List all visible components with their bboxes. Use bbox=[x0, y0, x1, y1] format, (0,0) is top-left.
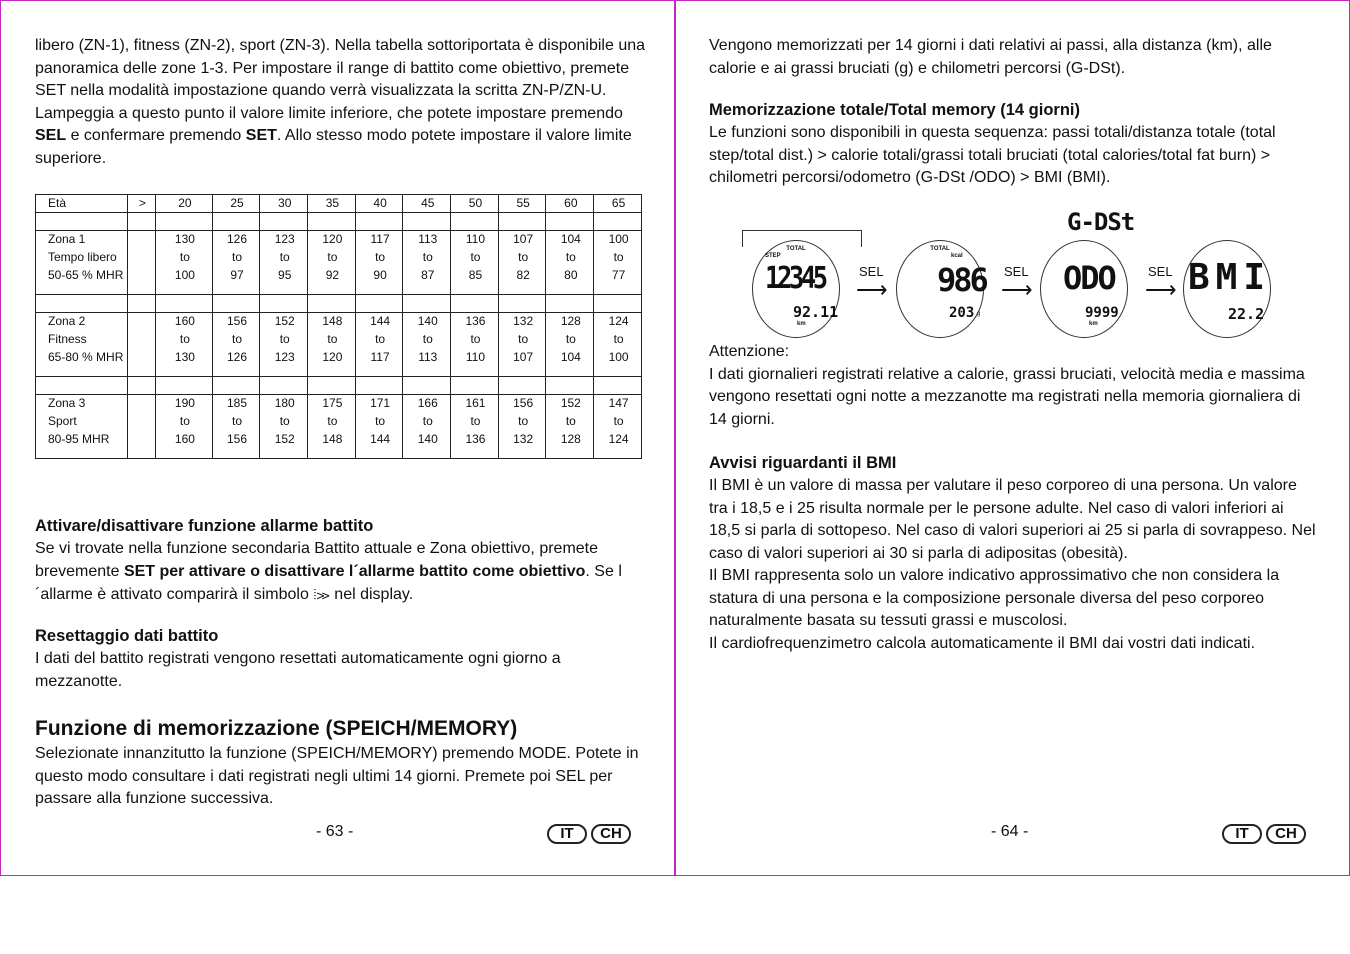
table-cell bbox=[127, 431, 156, 459]
table-cell bbox=[498, 295, 546, 313]
table-cell: 87 bbox=[403, 267, 451, 295]
table-cell: 113 bbox=[403, 231, 451, 249]
table-cell: 140 bbox=[403, 313, 451, 331]
table-cell: 166 bbox=[403, 395, 451, 413]
table-cell bbox=[156, 377, 213, 395]
table-row-label bbox=[36, 295, 128, 313]
table-cell: 25 bbox=[212, 195, 260, 213]
table-cell: 65 bbox=[594, 195, 642, 213]
language-badges bbox=[1222, 824, 1306, 844]
alarm-symbol-icon: ⦙≫ bbox=[313, 586, 330, 602]
table-cell bbox=[212, 377, 260, 395]
table-cell: 130 bbox=[156, 349, 213, 377]
table-cell: 123 bbox=[260, 349, 308, 377]
table-cell: 85 bbox=[451, 267, 499, 295]
table-row-zone3-upper bbox=[36, 395, 642, 413]
table-row-zone2-lower bbox=[36, 349, 642, 377]
table-spacer-row bbox=[36, 377, 642, 395]
table-row-label: Fitness bbox=[36, 331, 128, 349]
table-cell: to bbox=[403, 331, 451, 349]
attention-title: Attenzione: bbox=[709, 343, 790, 360]
table-cell: 152 bbox=[260, 313, 308, 331]
table-cell: 110 bbox=[451, 231, 499, 249]
watch-sequence-illustration bbox=[742, 206, 1322, 341]
table-cell: 175 bbox=[308, 395, 356, 413]
table-cell: 144 bbox=[355, 431, 403, 459]
alarm-section bbox=[35, 515, 645, 607]
table-cell: 110 bbox=[451, 349, 499, 377]
table-cell: 130 bbox=[156, 231, 213, 249]
arrow-right-icon: ⟶ bbox=[1001, 277, 1033, 302]
table-cell bbox=[260, 295, 308, 313]
bmi-text-2: Il BMI rappresenta solo un valore indicativo approssimativo che non considera la statura di una persona e la composizione personale diversa del peso corporeo naturalmente basata su tessuti grassi e muscolosi. bbox=[709, 567, 1280, 629]
table-cell: 60 bbox=[546, 195, 594, 213]
reset-section bbox=[35, 625, 645, 693]
table-cell: to bbox=[308, 249, 356, 267]
table-cell: 152 bbox=[546, 395, 594, 413]
total-memory-section bbox=[709, 99, 1319, 190]
table-cell: 144 bbox=[355, 313, 403, 331]
table-cell: 20 bbox=[156, 195, 213, 213]
table-cell: 140 bbox=[403, 431, 451, 459]
table-cell bbox=[127, 395, 156, 413]
table-row-zone1-to bbox=[36, 249, 642, 267]
table-header-row bbox=[36, 195, 642, 213]
table-cell: 82 bbox=[498, 267, 546, 295]
table-row-zone3-to bbox=[36, 413, 642, 431]
table-cell: 113 bbox=[403, 349, 451, 377]
attention-text: I dati giornalieri registrati relative a calorie, grassi bruciati, velocità media e massima vengono resettati ogni notte a mezzanotte ma registrati nella memoria giornaliera di 14 giorni. bbox=[709, 365, 1305, 428]
watch-total-step: TOTAL STEP 12345 92.11 km bbox=[752, 240, 840, 338]
table-cell: 128 bbox=[546, 431, 594, 459]
table-cell bbox=[156, 295, 213, 313]
memory-text: Selezionate innanzitutto la funzione (SPEICH/MEMORY) premendo MODE. Potete in questo modo consultare i dati registrati negli ultimi 14 giorni. Premete poi SEL per passare alla funzione successiva. bbox=[35, 745, 639, 807]
table-cell: 136 bbox=[451, 313, 499, 331]
table-cell: 100 bbox=[156, 267, 213, 295]
table-cell bbox=[260, 377, 308, 395]
table-cell bbox=[127, 331, 156, 349]
table-cell bbox=[127, 295, 156, 313]
table-cell: 156 bbox=[212, 431, 260, 459]
table-row-label: Tempo libero bbox=[36, 249, 128, 267]
table-cell: to bbox=[594, 249, 642, 267]
table-cell: 104 bbox=[546, 231, 594, 249]
table-cell bbox=[212, 213, 260, 231]
table-row-label bbox=[36, 377, 128, 395]
table-row-label: Sport bbox=[36, 413, 128, 431]
table-row-zone1-lower bbox=[36, 267, 642, 295]
table-cell: 147 bbox=[594, 395, 642, 413]
memory-title: Funzione di memorizzazione (SPEICH/MEMORY) bbox=[35, 717, 518, 740]
table-cell bbox=[127, 313, 156, 331]
language-badges bbox=[547, 824, 631, 844]
table-cell: to bbox=[546, 331, 594, 349]
table-cell: to bbox=[156, 413, 213, 431]
table-cell bbox=[127, 231, 156, 249]
table-cell: 190 bbox=[156, 395, 213, 413]
table-cell bbox=[355, 295, 403, 313]
bmi-section bbox=[709, 452, 1319, 655]
table-cell: to bbox=[546, 413, 594, 431]
table-cell: to bbox=[403, 413, 451, 431]
table-cell: 128 bbox=[546, 313, 594, 331]
table-cell: 40 bbox=[355, 195, 403, 213]
table-row-label: Età bbox=[36, 195, 128, 213]
table-cell: 185 bbox=[212, 395, 260, 413]
table-cell: 120 bbox=[308, 231, 356, 249]
table-cell bbox=[308, 295, 356, 313]
sel-label-1: SEL bbox=[859, 264, 884, 279]
table-cell bbox=[127, 267, 156, 295]
table-cell: to bbox=[212, 413, 260, 431]
table-cell bbox=[127, 413, 156, 431]
table-cell bbox=[594, 213, 642, 231]
attention-section bbox=[709, 341, 1319, 431]
arrow-right-icon: ⟶ bbox=[1145, 277, 1177, 302]
table-cell: to bbox=[260, 413, 308, 431]
alarm-text: Se vi trovate nella funzione secondaria Battito attuale e Zona obiettivo, premete brevemente SET per attivare o disattivare l´allarme battito come obiettivo. Se l´allarme è attivato comparirà il simbolo ⦙≫ nel display. bbox=[35, 540, 622, 603]
watch-odo: ODO 9999 km bbox=[1040, 240, 1128, 338]
table-cell: 132 bbox=[498, 313, 546, 331]
table-cell: 148 bbox=[308, 431, 356, 459]
right-intro: Vengono memorizzati per 14 giorni i dati relativi ai passi, alla distanza (km), alle calorie e ai grassi bruciati (g) e chilometri percorsi (G-DSt). bbox=[709, 37, 1272, 77]
total-memory-text: Le funzioni sono disponibili in questa sequenza: passi totali/distanza totale (total step/total dist.) > calorie totali/grassi totali bruciati (total calories/total fat burn) > chilometri percorsi/odometro (G-DSt /ODO) > BMI (BMI). bbox=[709, 124, 1276, 186]
table-cell: to bbox=[260, 249, 308, 267]
left-page bbox=[0, 0, 675, 876]
badge-ch: CH bbox=[1266, 824, 1306, 844]
badge-it: IT bbox=[547, 824, 587, 844]
table-cell: to bbox=[355, 413, 403, 431]
table-cell bbox=[451, 213, 499, 231]
page-number-63: - 63 - bbox=[316, 823, 354, 840]
table-cell bbox=[546, 295, 594, 313]
table-cell: to bbox=[308, 331, 356, 349]
table-cell bbox=[594, 377, 642, 395]
table-cell: to bbox=[451, 413, 499, 431]
table-cell bbox=[355, 377, 403, 395]
table-cell bbox=[403, 213, 451, 231]
table-cell bbox=[594, 295, 642, 313]
table-cell bbox=[127, 349, 156, 377]
heart-rate-zone-table bbox=[35, 194, 642, 459]
memory-section bbox=[35, 715, 645, 811]
bmi-text-3: Il cardiofrequenzimetro calcola automaticamente il BMI dai vostri dati indicati. bbox=[709, 634, 1256, 652]
table-cell: to bbox=[260, 331, 308, 349]
table-cell bbox=[403, 295, 451, 313]
table-cell bbox=[308, 213, 356, 231]
table-cell: to bbox=[498, 331, 546, 349]
table-cell: to bbox=[451, 249, 499, 267]
table-cell: to bbox=[355, 249, 403, 267]
table-cell: 171 bbox=[355, 395, 403, 413]
table-cell: 132 bbox=[498, 431, 546, 459]
table-cell: > bbox=[127, 195, 156, 213]
table-cell: 126 bbox=[212, 231, 260, 249]
table-cell: 45 bbox=[403, 195, 451, 213]
table-cell: to bbox=[594, 331, 642, 349]
right-page bbox=[675, 0, 1350, 876]
table-cell: 160 bbox=[156, 313, 213, 331]
table-row-label: 50-65 % MHR bbox=[36, 267, 128, 295]
table-cell: to bbox=[308, 413, 356, 431]
table-cell: 152 bbox=[260, 431, 308, 459]
table-cell bbox=[451, 377, 499, 395]
table-cell: to bbox=[451, 331, 499, 349]
table-cell: 148 bbox=[308, 313, 356, 331]
table-cell: 30 bbox=[260, 195, 308, 213]
alarm-title: Attivare/disattivare funzione allarme battito bbox=[35, 517, 374, 535]
table-cell bbox=[308, 377, 356, 395]
arrow-right-icon: ⟶ bbox=[856, 277, 888, 302]
table-cell: 117 bbox=[355, 231, 403, 249]
table-cell: 92 bbox=[308, 267, 356, 295]
total-memory-title: Memorizzazione totale/Total memory (14 giorni) bbox=[709, 101, 1081, 119]
table-row-label: Zona 2 bbox=[36, 313, 128, 331]
table-cell: 124 bbox=[594, 313, 642, 331]
table-cell: 124 bbox=[594, 431, 642, 459]
reset-text: I dati del battito registrati vengono resettati automaticamente ogni giorno a mezzanotte. bbox=[35, 650, 561, 690]
table-cell: 123 bbox=[260, 231, 308, 249]
table-row-zone3-lower bbox=[36, 431, 642, 459]
gdst-label: G-DSt bbox=[1067, 208, 1135, 236]
table-cell: 100 bbox=[594, 231, 642, 249]
table-cell bbox=[403, 377, 451, 395]
table-row-label bbox=[36, 213, 128, 231]
table-cell bbox=[212, 295, 260, 313]
table-row-zone2-upper bbox=[36, 313, 642, 331]
table-cell: 77 bbox=[594, 267, 642, 295]
badge-it: IT bbox=[1222, 824, 1262, 844]
table-row-label: Zona 3 bbox=[36, 395, 128, 413]
table-cell: 95 bbox=[260, 267, 308, 295]
table-cell bbox=[156, 213, 213, 231]
table-row-zone1-upper bbox=[36, 231, 642, 249]
table-row-zone2-to bbox=[36, 331, 642, 349]
table-cell: to bbox=[212, 249, 260, 267]
table-cell bbox=[127, 213, 156, 231]
table-cell bbox=[498, 377, 546, 395]
table-cell: to bbox=[156, 331, 213, 349]
table-cell: 90 bbox=[355, 267, 403, 295]
table-cell: to bbox=[212, 331, 260, 349]
table-cell: 136 bbox=[451, 431, 499, 459]
table-spacer-row bbox=[36, 295, 642, 313]
table-cell bbox=[127, 377, 156, 395]
table-cell: to bbox=[498, 249, 546, 267]
table-cell: to bbox=[355, 331, 403, 349]
page-number-64: - 64 - bbox=[991, 823, 1029, 840]
table-cell: 55 bbox=[498, 195, 546, 213]
bmi-text-1: Il BMI è un valore di massa per valutare il peso corporeo di una persona. Un valore tra i 18,5 e i 25 risulta normale per le persone adulte. Nel caso di valori inferiori ai 18,5 si parla di sottopeso. Nel caso di valori superiori ai 25 si parla di sovrappeso. Nel caso di valori superiori ai 30 si parla di adipositas (obesità). bbox=[709, 477, 1316, 562]
table-cell: 80 bbox=[546, 267, 594, 295]
table-cell: 35 bbox=[308, 195, 356, 213]
table-cell bbox=[546, 377, 594, 395]
intro-paragraph: libero (ZN-1), fitness (ZN-2), sport (ZN-3). Nella tabella sottoriportata è disponibile una panoramica delle zone 1-3. Per impostare il range di battito come obiettivo, premete SET nella modalità impostazione quando verrà visualizzata la scritta ZN-P/ZN-U. Lampeggia a questo punto il valore limite inferiore, che potete impostare premendo SEL e confermare premendo SET. Allo stesso modo potete impostare il valore limite superiore. bbox=[35, 37, 646, 167]
table-row-label: Zona 1 bbox=[36, 231, 128, 249]
table-cell: 107 bbox=[498, 231, 546, 249]
table-cell: 104 bbox=[546, 349, 594, 377]
table-cell bbox=[546, 213, 594, 231]
table-cell: 100 bbox=[594, 349, 642, 377]
watch-total-kcal: TOTAL kcal 986 203 g bbox=[896, 240, 984, 338]
table-cell: 120 bbox=[308, 349, 356, 377]
table-row-label: 80-95 MHR bbox=[36, 431, 128, 459]
table-cell bbox=[260, 213, 308, 231]
table-cell: to bbox=[594, 413, 642, 431]
table-cell: to bbox=[498, 413, 546, 431]
reset-title: Resettaggio dati battito bbox=[35, 627, 219, 645]
table-cell: to bbox=[403, 249, 451, 267]
watch-bmi: BMI 22.2 bbox=[1183, 240, 1271, 338]
table-row-label: 65-80 % MHR bbox=[36, 349, 128, 377]
table-cell: 161 bbox=[451, 395, 499, 413]
table-cell: 156 bbox=[212, 313, 260, 331]
table-cell: 180 bbox=[260, 395, 308, 413]
bmi-title: Avvisi riguardanti il BMI bbox=[709, 454, 897, 472]
table-cell: 117 bbox=[355, 349, 403, 377]
table-cell: 97 bbox=[212, 267, 260, 295]
table-cell: 156 bbox=[498, 395, 546, 413]
table-cell bbox=[127, 249, 156, 267]
table-cell: 50 bbox=[451, 195, 499, 213]
table-cell: 160 bbox=[156, 431, 213, 459]
table-cell: 107 bbox=[498, 349, 546, 377]
table-cell: to bbox=[156, 249, 213, 267]
table-cell bbox=[355, 213, 403, 231]
table-cell: to bbox=[546, 249, 594, 267]
table-cell: 126 bbox=[212, 349, 260, 377]
badge-ch: CH bbox=[591, 824, 631, 844]
table-cell bbox=[498, 213, 546, 231]
sel-label-2: SEL bbox=[1004, 264, 1029, 279]
table-cell bbox=[451, 295, 499, 313]
sel-label-3: SEL bbox=[1148, 264, 1173, 279]
table-spacer-row bbox=[36, 213, 642, 231]
